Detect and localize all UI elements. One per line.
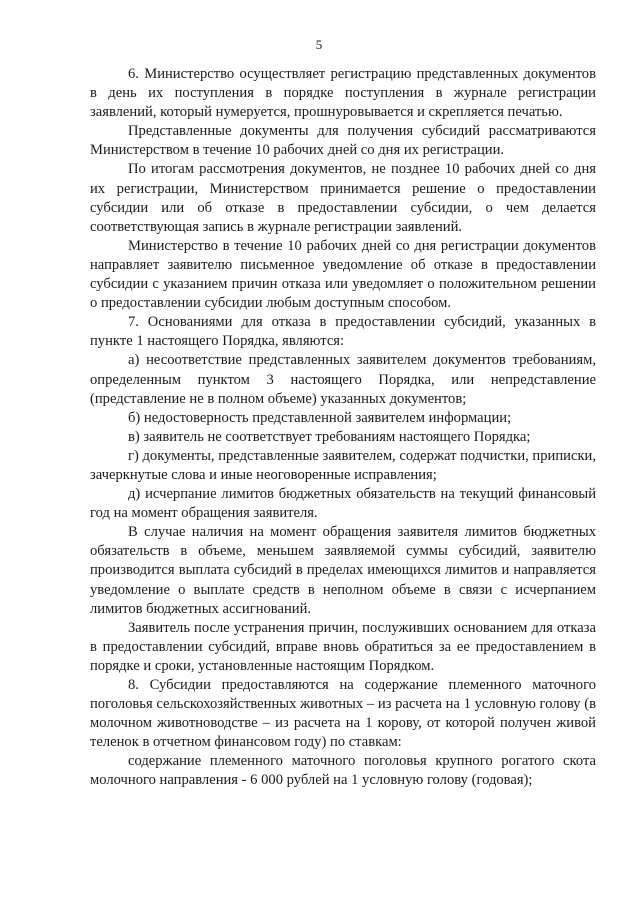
paragraph-subsidy-rates: 8. Субсидии предоставляются на содержание племенного маточного поголовья сельскохозяйственных животных – из расчета на 1 условную голову (в молочном животноводстве – из расчета на 1 корову, от которой получен живой теленок в отчетном финансовом году) по ставкам: bbox=[90, 677, 596, 751]
document-body bbox=[90, 65, 596, 791]
paragraph-refusal-grounds: 7. Основаниями для отказа в предоставлении субсидий, указанных в пункте 1 настоящего Порядка, являются: bbox=[90, 314, 596, 350]
paragraph-registration: 6. Министерство осуществляет регистрацию представленных документов в день их поступления в порядке поступления в журнале регистрации заявлений, который нумеруется, прошнуровывается и скрепляется печатью. bbox=[90, 66, 596, 121]
list-item-g: г) документы, представленные заявителем, содержат подчистки, приписки, зачеркнутые слова и иные неоговоренные исправления; bbox=[90, 447, 596, 483]
page-number: 5 bbox=[315, 37, 323, 52]
paragraph-decision: По итогам рассмотрения документов, не позднее 10 рабочих дней со дня их регистрации, Министерством принимается решение о предоставлении субсидии или об отказе в предоставлении субсидии, о чем делается соответствующая запись в журнале регистрации заявлений. bbox=[90, 161, 596, 235]
paragraph-notification: Министерство в течение 10 рабочих дней со дня регистрации документов направляет заявителю письменное уведомление об отказе в предоставлении субсидии с указанием причин отказа или уведомляет о положительном решении о предоставлении субсидии любым доступным способом. bbox=[90, 237, 596, 312]
list-item-d: д) исчерпание лимитов бюджетных обязательств на текущий финансовый год на момент обращения заявителя. bbox=[90, 486, 596, 522]
paragraph-review-period: Представленные документы для получения субсидий рассматриваются Министерством в течение 10 рабочих дней со дня их регистрации. bbox=[90, 123, 596, 159]
paragraph-partial-payment: В случае наличия на момент обращения заявителя лимитов бюджетных обязательств в объеме, меньшем заявляемой суммы субсидий, заявителю производится выплата субсидий в пределах имеющихся лимитов и направляется уведомление о выплате средств в неполном объеме в связи с исчерпанием лимитов бюджетных ассигнований. bbox=[90, 524, 596, 617]
list-item-v: в) заявитель не соответствует требованиям настоящего Порядка; bbox=[128, 428, 531, 445]
list-item-b: б) недостоверность представленной заявителем информации; bbox=[128, 409, 512, 426]
paragraph-dairy-rate: содержание племенного маточного поголовья крупного рогатого скота молочного направления - 6 000 рублей на 1 условную голову (годовая); bbox=[90, 753, 596, 789]
paragraph-reapplication: Заявитель после устранения причин, послуживших основанием для отказа в предоставлении субсидий, вправе вновь обратиться за ее предоставлением в порядке и сроки, установленные настоящим Порядком. bbox=[90, 619, 596, 674]
list-item-a: а) несоответствие представленных заявителем документов требованиям, определенным пунктом 3 настоящего Порядка, или непредставление (представление не в полном объеме) указанных документов; bbox=[90, 352, 596, 407]
